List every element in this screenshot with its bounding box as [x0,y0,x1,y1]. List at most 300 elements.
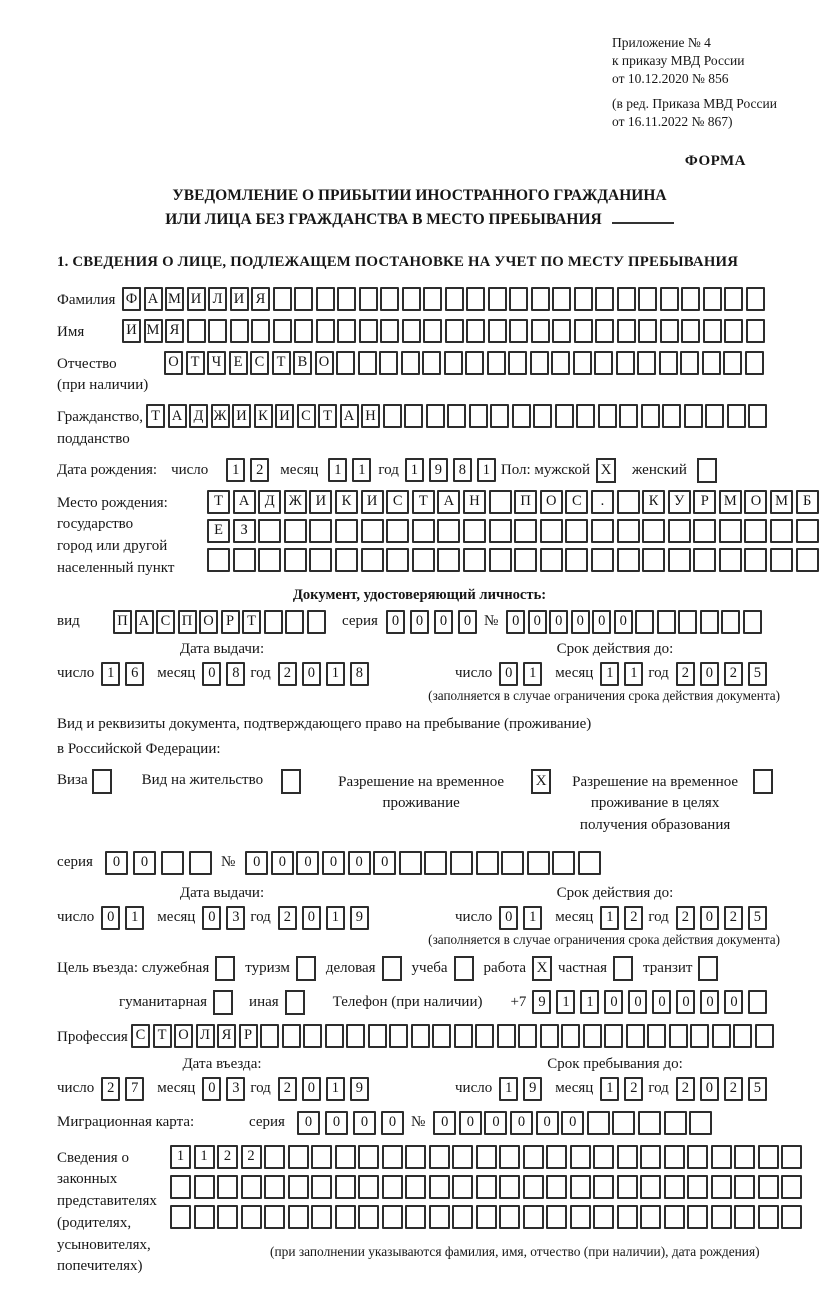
char-box[interactable] [187,319,206,343]
char-box[interactable] [593,1175,614,1199]
char-box[interactable]: 1 [600,1077,619,1101]
char-box[interactable] [574,287,593,311]
char-box[interactable] [499,1175,520,1199]
char-box[interactable] [531,319,550,343]
char-box[interactable]: О [199,610,218,634]
char-box[interactable] [488,287,507,311]
char-box[interactable]: 9 [532,990,551,1014]
char-box[interactable]: 2 [724,1077,743,1101]
char-box[interactable] [454,1024,473,1048]
char-box[interactable]: 1 [170,1145,191,1169]
char-box[interactable] [508,351,527,375]
char-box[interactable] [745,351,764,375]
char-box[interactable]: 1 [328,458,347,482]
char-box[interactable] [668,548,691,572]
char-box[interactable] [476,1175,497,1199]
char-box[interactable] [640,1175,661,1199]
char-box[interactable]: Т [318,404,337,428]
char-box[interactable] [514,548,537,572]
char-box[interactable]: 1 [523,662,542,686]
char-box[interactable]: Е [229,351,248,375]
char-box[interactable] [565,519,588,543]
char-box[interactable] [335,1145,356,1169]
char-box[interactable] [721,610,740,634]
char-box[interactable] [411,1024,430,1048]
char-box[interactable]: 0 [433,1111,456,1135]
char-box[interactable] [490,404,509,428]
char-box[interactable]: 1 [477,458,496,482]
char-box[interactable] [565,548,588,572]
char-box[interactable] [337,287,356,311]
char-box[interactable] [690,1024,709,1048]
char-box[interactable] [361,548,384,572]
char-box[interactable]: 8 [350,662,369,686]
char-box[interactable]: У [668,490,691,514]
char-box[interactable]: 0 [459,1111,482,1135]
char-box[interactable] [412,519,435,543]
char-box[interactable] [796,519,819,543]
char-box[interactable]: М [719,490,742,514]
char-box[interactable]: А [340,404,359,428]
char-box[interactable] [724,319,743,343]
char-box[interactable]: Т [242,610,261,634]
char-box[interactable]: Ф [122,287,141,311]
char-box[interactable] [746,287,765,311]
char-box[interactable] [719,548,742,572]
char-box[interactable] [744,548,767,572]
char-box[interactable]: И [361,490,384,514]
char-box[interactable] [382,1145,403,1169]
char-box[interactable] [309,519,332,543]
char-box[interactable] [316,287,335,311]
char-box[interactable] [781,1145,802,1169]
sex-male-checkbox[interactable]: X [596,458,616,483]
char-box[interactable] [617,1205,638,1229]
char-box[interactable] [437,519,460,543]
char-box[interactable]: В [293,351,312,375]
char-box[interactable]: 0 [133,851,156,875]
char-box[interactable]: 0 [700,906,719,930]
char-box[interactable] [429,1205,450,1229]
char-box[interactable] [294,287,313,311]
char-box[interactable]: 0 [700,662,719,686]
char-box[interactable] [426,404,445,428]
char-box[interactable]: 2 [676,1077,695,1101]
char-box[interactable] [452,1145,473,1169]
char-box[interactable]: 0 [322,851,345,875]
char-box[interactable] [552,287,571,311]
char-box[interactable] [743,610,762,634]
char-box[interactable]: 0 [302,906,321,930]
char-box[interactable] [640,1205,661,1229]
char-box[interactable] [555,404,574,428]
char-box[interactable] [282,1024,301,1048]
char-box[interactable] [264,610,283,634]
char-box[interactable]: 2 [278,906,297,930]
char-box[interactable] [230,319,249,343]
char-box[interactable] [518,1024,537,1048]
char-box[interactable] [723,351,742,375]
char-box[interactable]: Ж [284,490,307,514]
residence-permit-checkbox[interactable] [281,769,301,794]
char-box[interactable] [335,548,358,572]
char-box[interactable] [570,1205,591,1229]
char-box[interactable]: 3 [226,1077,245,1101]
char-box[interactable] [487,351,506,375]
char-box[interactable] [551,351,570,375]
char-box[interactable] [617,490,640,514]
char-box[interactable]: Р [693,490,716,514]
char-box[interactable] [429,1145,450,1169]
char-box[interactable]: 0 [724,990,743,1014]
char-box[interactable]: 2 [101,1077,120,1101]
char-box[interactable] [598,404,617,428]
char-box[interactable] [748,990,767,1014]
char-box[interactable] [476,1145,497,1169]
char-box[interactable] [358,1205,379,1229]
char-box[interactable] [361,519,384,543]
char-box[interactable] [316,319,335,343]
char-box[interactable] [662,404,681,428]
char-box[interactable] [383,404,402,428]
char-box[interactable] [309,548,332,572]
char-box[interactable]: 1 [326,662,345,686]
char-box[interactable] [285,610,304,634]
char-box[interactable] [466,287,485,311]
char-box[interactable] [712,1024,731,1048]
char-box[interactable] [796,548,819,572]
char-box[interactable]: 1 [600,906,619,930]
char-box[interactable] [711,1205,732,1229]
char-box[interactable] [681,287,700,311]
char-box[interactable]: 9 [350,1077,369,1101]
char-box[interactable]: 0 [353,1111,376,1135]
char-box[interactable] [540,519,563,543]
char-box[interactable]: М [165,287,184,311]
char-box[interactable] [573,351,592,375]
char-box[interactable]: С [131,1024,150,1048]
char-box[interactable] [593,1145,614,1169]
char-box[interactable]: З [233,519,256,543]
char-box[interactable]: 0 [101,906,120,930]
char-box[interactable]: 0 [614,610,633,634]
char-box[interactable] [170,1205,191,1229]
char-box[interactable] [437,548,460,572]
char-box[interactable] [638,319,657,343]
char-box[interactable] [497,1024,516,1048]
char-box[interactable]: 0 [604,990,623,1014]
char-box[interactable] [208,319,227,343]
char-box[interactable] [489,519,512,543]
char-box[interactable] [264,1145,285,1169]
char-box[interactable] [412,548,435,572]
char-box[interactable] [429,1175,450,1199]
char-box[interactable] [488,319,507,343]
char-box[interactable] [647,1024,666,1048]
char-box[interactable] [512,404,531,428]
char-box[interactable] [469,404,488,428]
char-box[interactable] [194,1175,215,1199]
char-box[interactable]: 0 [325,1111,348,1135]
char-box[interactable]: 0 [434,610,453,634]
char-box[interactable]: 0 [373,851,396,875]
char-box[interactable]: О [315,351,334,375]
char-box[interactable]: 0 [245,851,268,875]
char-box[interactable] [402,319,421,343]
char-box[interactable] [689,1111,712,1135]
char-box[interactable] [358,351,377,375]
purpose-official-checkbox[interactable] [215,956,235,981]
char-box[interactable] [744,519,767,543]
char-box[interactable]: 0 [381,1111,404,1135]
char-box[interactable]: Т [207,490,230,514]
char-box[interactable]: С [297,404,316,428]
char-box[interactable] [466,319,485,343]
char-box[interactable] [693,519,716,543]
char-box[interactable] [719,519,742,543]
char-box[interactable]: 1 [624,662,643,686]
char-box[interactable]: 0 [458,610,477,634]
char-box[interactable] [604,1024,623,1048]
char-box[interactable] [233,548,256,572]
char-box[interactable]: А [144,287,163,311]
char-box[interactable]: 0 [302,662,321,686]
char-box[interactable] [380,287,399,311]
char-box[interactable]: 0 [271,851,294,875]
char-box[interactable] [659,351,678,375]
char-box[interactable] [170,1175,191,1199]
char-box[interactable]: 0 [676,990,695,1014]
char-box[interactable]: Б [796,490,819,514]
char-box[interactable] [405,1205,426,1229]
char-box[interactable]: С [565,490,588,514]
char-box[interactable]: 0 [410,610,429,634]
char-box[interactable]: О [174,1024,193,1048]
char-box[interactable] [241,1205,262,1229]
char-box[interactable] [527,851,550,875]
char-box[interactable] [207,548,230,572]
char-box[interactable]: 1 [523,906,542,930]
char-box[interactable]: 2 [724,906,743,930]
char-box[interactable] [445,319,464,343]
char-box[interactable]: 1 [125,906,144,930]
char-box[interactable] [288,1175,309,1199]
char-box[interactable] [475,1024,494,1048]
char-box[interactable]: 2 [624,1077,643,1101]
char-box[interactable] [734,1145,755,1169]
purpose-business-checkbox[interactable] [382,956,402,981]
purpose-work-checkbox[interactable]: X [532,956,552,981]
char-box[interactable] [311,1175,332,1199]
char-box[interactable]: 1 [580,990,599,1014]
char-box[interactable] [335,519,358,543]
char-box[interactable] [346,1024,365,1048]
char-box[interactable]: 0 [536,1111,559,1135]
char-box[interactable]: 5 [748,1077,767,1101]
char-box[interactable]: Я [165,319,184,343]
char-box[interactable] [770,548,793,572]
char-box[interactable]: 2 [250,458,269,482]
char-box[interactable] [423,287,442,311]
char-box[interactable] [447,404,466,428]
char-box[interactable]: 8 [226,662,245,686]
char-box[interactable]: М [144,319,163,343]
char-box[interactable] [260,1024,279,1048]
char-box[interactable]: 9 [523,1077,542,1101]
char-box[interactable] [617,548,640,572]
char-box[interactable] [703,319,722,343]
char-box[interactable] [540,1024,559,1048]
char-box[interactable] [711,1145,732,1169]
char-box[interactable] [546,1205,567,1229]
char-box[interactable]: А [168,404,187,428]
char-box[interactable] [359,319,378,343]
char-box[interactable] [617,1175,638,1199]
char-box[interactable] [638,287,657,311]
char-box[interactable] [241,1175,262,1199]
char-box[interactable]: 2 [278,662,297,686]
char-box[interactable]: 2 [724,662,743,686]
char-box[interactable] [264,1205,285,1229]
char-box[interactable] [422,351,441,375]
char-box[interactable] [389,1024,408,1048]
char-box[interactable] [595,287,614,311]
char-box[interactable] [746,319,765,343]
char-box[interactable] [700,610,719,634]
char-box[interactable] [668,519,691,543]
char-box[interactable]: М [770,490,793,514]
char-box[interactable] [638,1111,661,1135]
char-box[interactable]: 0 [700,1077,719,1101]
char-box[interactable] [402,287,421,311]
char-box[interactable] [531,287,550,311]
purpose-other-checkbox[interactable] [285,990,305,1015]
char-box[interactable]: 9 [429,458,448,482]
char-box[interactable]: Р [239,1024,258,1048]
char-box[interactable] [284,548,307,572]
char-box[interactable] [288,1145,309,1169]
char-box[interactable] [561,1024,580,1048]
char-box[interactable] [399,851,422,875]
char-box[interactable]: П [514,490,537,514]
char-box[interactable] [546,1145,567,1169]
char-box[interactable] [642,548,665,572]
char-box[interactable] [452,1205,473,1229]
char-box[interactable] [404,404,423,428]
char-box[interactable]: К [254,404,273,428]
char-box[interactable]: 0 [202,906,221,930]
char-box[interactable] [450,851,473,875]
char-box[interactable]: 0 [348,851,371,875]
char-box[interactable] [489,490,512,514]
char-box[interactable] [463,548,486,572]
char-box[interactable] [702,351,721,375]
char-box[interactable] [594,351,613,375]
char-box[interactable] [583,1024,602,1048]
char-box[interactable] [514,519,537,543]
char-box[interactable]: 2 [676,906,695,930]
char-box[interactable]: 5 [748,906,767,930]
char-box[interactable]: 9 [350,906,369,930]
purpose-study-checkbox[interactable] [454,956,474,981]
char-box[interactable]: 1 [556,990,575,1014]
char-box[interactable]: 1 [194,1145,215,1169]
char-box[interactable]: 6 [125,662,144,686]
char-box[interactable] [617,519,640,543]
char-box[interactable]: И [187,287,206,311]
char-box[interactable]: 5 [748,662,767,686]
char-box[interactable] [380,319,399,343]
char-box[interactable]: 0 [700,990,719,1014]
char-box[interactable] [284,519,307,543]
char-box[interactable]: 1 [326,906,345,930]
char-box[interactable]: Т [153,1024,172,1048]
char-box[interactable]: 0 [386,610,405,634]
char-box[interactable]: 0 [571,610,590,634]
char-box[interactable] [570,1145,591,1169]
char-box[interactable] [781,1205,802,1229]
char-box[interactable] [368,1024,387,1048]
char-box[interactable] [703,287,722,311]
char-box[interactable]: 0 [499,906,518,930]
char-box[interactable] [755,1024,774,1048]
char-box[interactable] [570,1175,591,1199]
char-box[interactable]: 1 [326,1077,345,1101]
char-box[interactable]: 0 [105,851,128,875]
char-box[interactable] [640,1145,661,1169]
char-box[interactable]: 0 [652,990,671,1014]
char-box[interactable]: Ж [211,404,230,428]
char-box[interactable]: О [540,490,563,514]
char-box[interactable] [617,1145,638,1169]
char-box[interactable]: 0 [297,1111,320,1135]
char-box[interactable]: Н [361,404,380,428]
char-box[interactable] [382,1175,403,1199]
char-box[interactable] [530,351,549,375]
char-box[interactable]: 1 [405,458,424,482]
char-box[interactable] [251,319,270,343]
char-box[interactable] [489,548,512,572]
char-box[interactable] [405,1175,426,1199]
char-box[interactable] [664,1111,687,1135]
char-box[interactable]: 0 [484,1111,507,1135]
char-box[interactable]: С [156,610,175,634]
char-box[interactable] [405,1145,426,1169]
char-box[interactable]: 1 [226,458,245,482]
char-box[interactable] [424,851,447,875]
char-box[interactable]: Т [272,351,291,375]
char-box[interactable]: Ч [207,351,226,375]
char-box[interactable]: 1 [499,1077,518,1101]
char-box[interactable] [664,1175,685,1199]
char-box[interactable]: Д [258,490,281,514]
char-box[interactable] [217,1175,238,1199]
char-box[interactable]: 0 [506,610,525,634]
char-box[interactable] [617,319,636,343]
char-box[interactable] [273,319,292,343]
char-box[interactable]: 8 [453,458,472,482]
char-box[interactable]: О [164,351,183,375]
char-box[interactable]: Т [146,404,165,428]
char-box[interactable]: 0 [628,990,647,1014]
char-box[interactable] [687,1175,708,1199]
char-box[interactable]: 0 [561,1111,584,1135]
char-box[interactable] [664,1205,685,1229]
char-box[interactable] [619,404,638,428]
char-box[interactable] [664,1145,685,1169]
char-box[interactable] [189,851,212,875]
char-box[interactable] [727,404,746,428]
